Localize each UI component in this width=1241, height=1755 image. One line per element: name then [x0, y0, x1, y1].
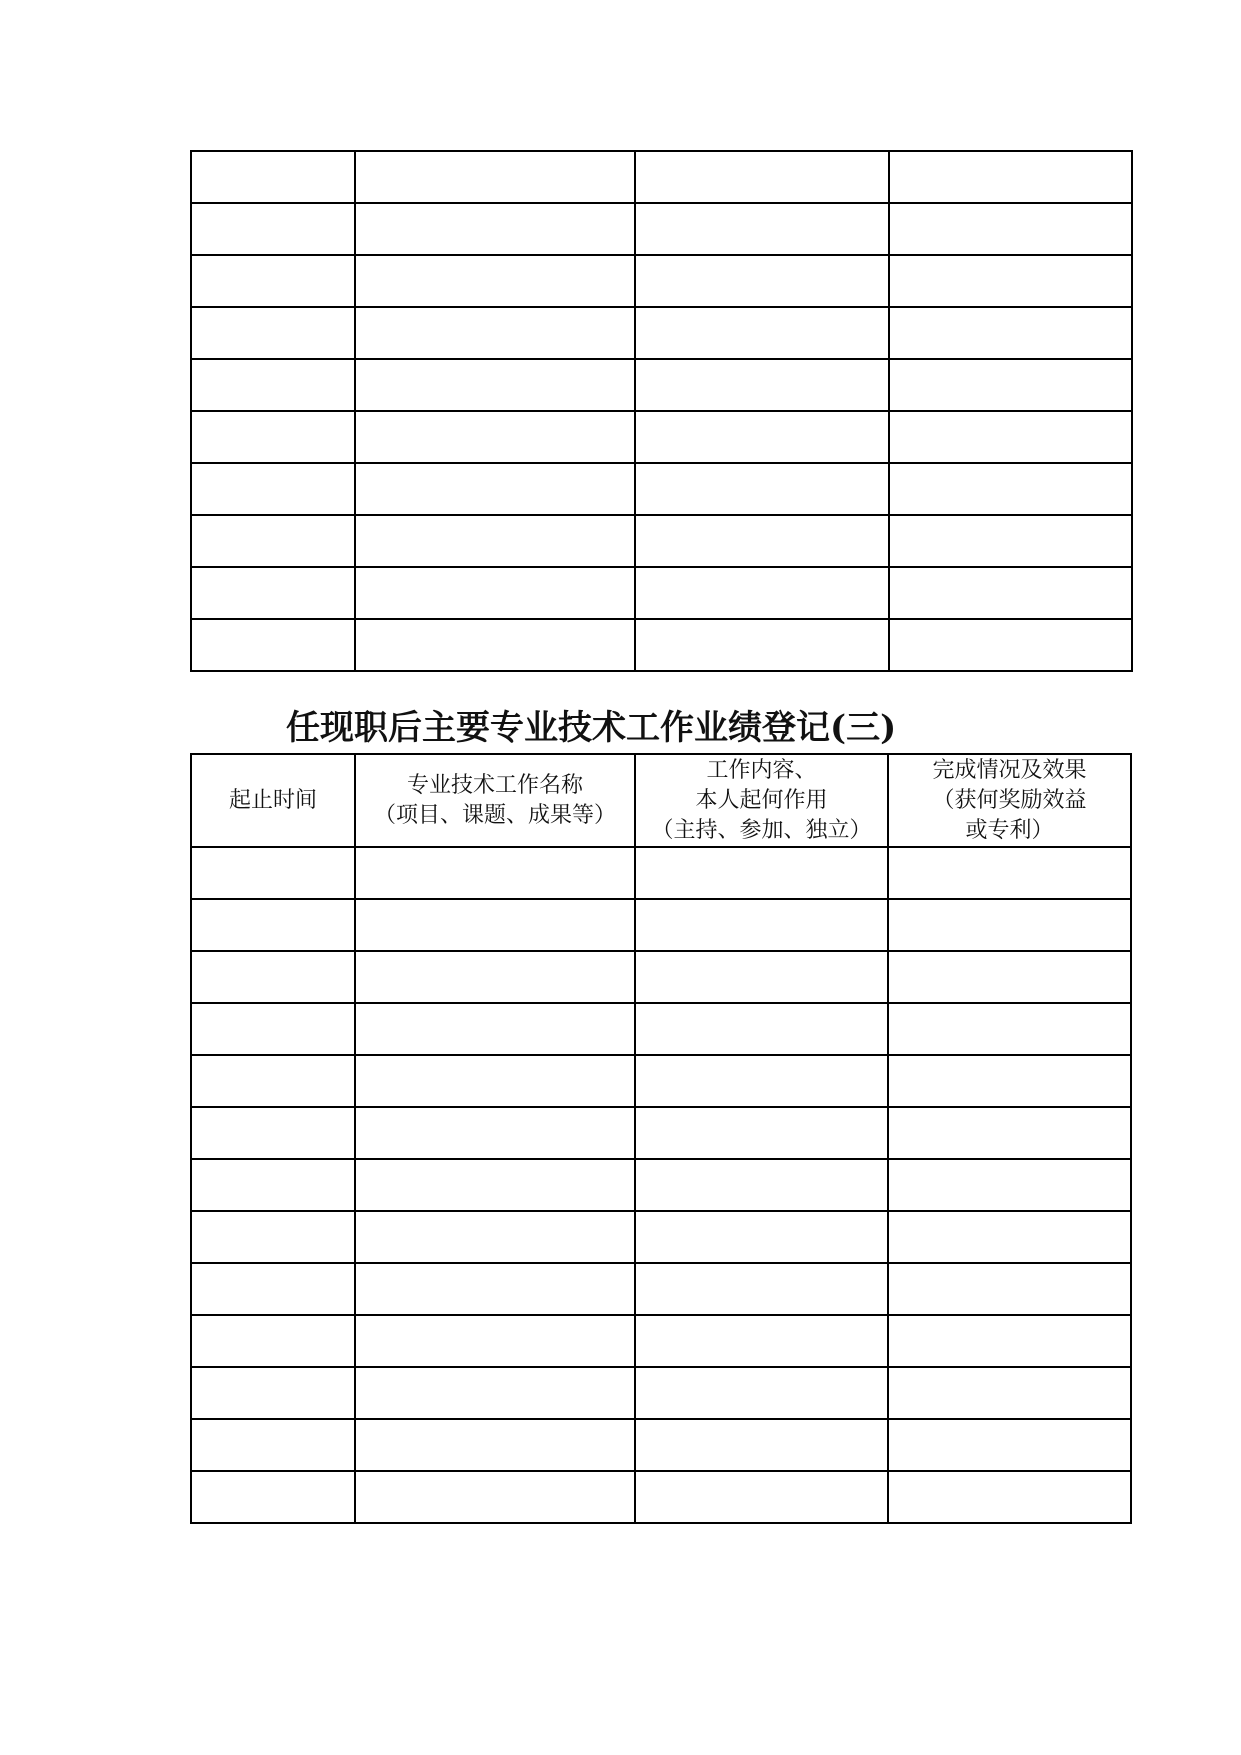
- table-row: [191, 1107, 1131, 1159]
- table-row: [191, 151, 1132, 203]
- table-row: [191, 1211, 1131, 1263]
- table-cell: [191, 1471, 355, 1523]
- table-cell: [635, 1471, 888, 1523]
- table-header: [191, 754, 1131, 847]
- table-cell: [191, 567, 355, 619]
- table-cell: [191, 359, 355, 411]
- table-cell: [355, 1471, 635, 1523]
- table-row: [191, 567, 1132, 619]
- table-cell: [355, 567, 635, 619]
- table-cell: [355, 151, 635, 203]
- table-cell: [355, 1263, 635, 1315]
- table-cell: [355, 307, 635, 359]
- table-cell: [355, 619, 635, 671]
- table-cell: [888, 1055, 1131, 1107]
- table-row: [191, 1367, 1131, 1419]
- table-cell: [635, 1315, 888, 1367]
- table-cell: [635, 1159, 888, 1211]
- table-cell: [191, 203, 355, 255]
- table-cell: [889, 359, 1132, 411]
- table-cell: [191, 255, 355, 307]
- table-cell: [889, 411, 1132, 463]
- table-cell: [191, 515, 355, 567]
- table-row: [191, 411, 1132, 463]
- header-line: 工作内容、: [706, 757, 817, 783]
- table-cell: [191, 619, 355, 671]
- header-line: 或专利）: [965, 817, 1054, 843]
- table-cell: [888, 1159, 1131, 1211]
- table-cell: [888, 899, 1131, 951]
- table-cell: [355, 1055, 635, 1107]
- table-cell: [355, 203, 635, 255]
- table-cell: [635, 359, 888, 411]
- section-title: 任现职后主要专业技术工作业绩登记(三): [286, 708, 897, 748]
- table-cell: [355, 951, 635, 1003]
- table-row: [191, 1159, 1131, 1211]
- table-cell: [355, 359, 635, 411]
- table-row: [191, 359, 1132, 411]
- table-cell: [888, 951, 1131, 1003]
- table-cell: [355, 1107, 635, 1159]
- table-cell: [635, 255, 888, 307]
- header-line: 本人起何作用: [695, 787, 828, 813]
- table-cell: [635, 567, 888, 619]
- table-cell: [635, 203, 888, 255]
- table-cell: [355, 255, 635, 307]
- table-cell: [635, 307, 888, 359]
- header-line: 完成情况及效果: [932, 757, 1087, 783]
- table-row: [191, 203, 1132, 255]
- table-cell: [191, 951, 355, 1003]
- table-row: [191, 463, 1132, 515]
- table-cell: [355, 899, 635, 951]
- table-row: [191, 1003, 1131, 1055]
- header-results: [888, 754, 1131, 847]
- header-work-content: [635, 754, 888, 847]
- table-cell: [635, 1211, 888, 1263]
- table-cell: [635, 1003, 888, 1055]
- table-cell: [889, 515, 1132, 567]
- table-cell: [191, 1211, 355, 1263]
- table-cell: [635, 951, 888, 1003]
- table-cell: [355, 1159, 635, 1211]
- table-cell: [635, 1055, 888, 1107]
- table-cell: [191, 1315, 355, 1367]
- table-cell: [191, 847, 355, 899]
- table-row: [191, 255, 1132, 307]
- table-cell: [888, 1211, 1131, 1263]
- table-cell: [889, 255, 1132, 307]
- table-row: [191, 951, 1131, 1003]
- table-cell: [635, 463, 888, 515]
- table-cell: [635, 411, 888, 463]
- table-cell: [635, 151, 888, 203]
- table-cell: [635, 619, 888, 671]
- table-cell: [355, 411, 635, 463]
- table-row: [191, 899, 1131, 951]
- table-cell: [635, 899, 888, 951]
- table-cell: [889, 203, 1132, 255]
- table-row: [191, 307, 1132, 359]
- top-blank-table: [190, 150, 1133, 672]
- table-cell: [888, 1367, 1131, 1419]
- table-cell: [355, 1419, 635, 1471]
- table-cell: [191, 1367, 355, 1419]
- header-line: （获何奖励效益: [932, 787, 1087, 813]
- top-table-body: [191, 151, 1132, 671]
- table-cell: [191, 411, 355, 463]
- table-row: [191, 515, 1132, 567]
- table-cell: [635, 1419, 888, 1471]
- table-row: [191, 619, 1132, 671]
- table-cell: [191, 1159, 355, 1211]
- table-cell: [888, 847, 1131, 899]
- header-row: [191, 754, 1131, 847]
- table-cell: [635, 847, 888, 899]
- table-cell: [888, 1263, 1131, 1315]
- table-cell: [355, 515, 635, 567]
- table-cell: [888, 1471, 1131, 1523]
- header-line: 起止时间: [228, 787, 317, 813]
- table-cell: [889, 567, 1132, 619]
- table-cell: [889, 307, 1132, 359]
- table-cell: [191, 1107, 355, 1159]
- header-line: 专业技术工作名称: [406, 772, 583, 798]
- table-cell: [355, 847, 635, 899]
- header-period: [191, 754, 355, 847]
- table-cell: [355, 1315, 635, 1367]
- header-line: （主持、参加、独立）: [651, 817, 872, 843]
- table-cell: [191, 1055, 355, 1107]
- table-cell: [355, 1003, 635, 1055]
- table-cell: [888, 1419, 1131, 1471]
- table-cell: [889, 151, 1132, 203]
- table-cell: [191, 1003, 355, 1055]
- table-cell: [888, 1107, 1131, 1159]
- table-row: [191, 1471, 1131, 1523]
- table-cell: [635, 515, 888, 567]
- achievement-register-table: [190, 753, 1132, 1524]
- table-cell: [635, 1263, 888, 1315]
- table-body: [191, 847, 1131, 1523]
- table-cell: [191, 1419, 355, 1471]
- table-cell: [191, 463, 355, 515]
- table-row: [191, 1315, 1131, 1367]
- table-row: [191, 1263, 1131, 1315]
- table-cell: [889, 463, 1132, 515]
- table-cell: [355, 463, 635, 515]
- table-cell: [355, 1211, 635, 1263]
- table-row: [191, 847, 1131, 899]
- table-cell: [888, 1003, 1131, 1055]
- header-work-name: [355, 754, 635, 847]
- table-cell: [191, 307, 355, 359]
- table-cell: [355, 1367, 635, 1419]
- table-cell: [191, 899, 355, 951]
- table-cell: [889, 619, 1132, 671]
- table-cell: [635, 1367, 888, 1419]
- table-cell: [888, 1315, 1131, 1367]
- table-cell: [191, 151, 355, 203]
- table-row: [191, 1055, 1131, 1107]
- table-cell: [191, 1263, 355, 1315]
- header-line: （项目、课题、成果等）: [373, 802, 616, 828]
- table-cell: [635, 1107, 888, 1159]
- table-row: [191, 1419, 1131, 1471]
